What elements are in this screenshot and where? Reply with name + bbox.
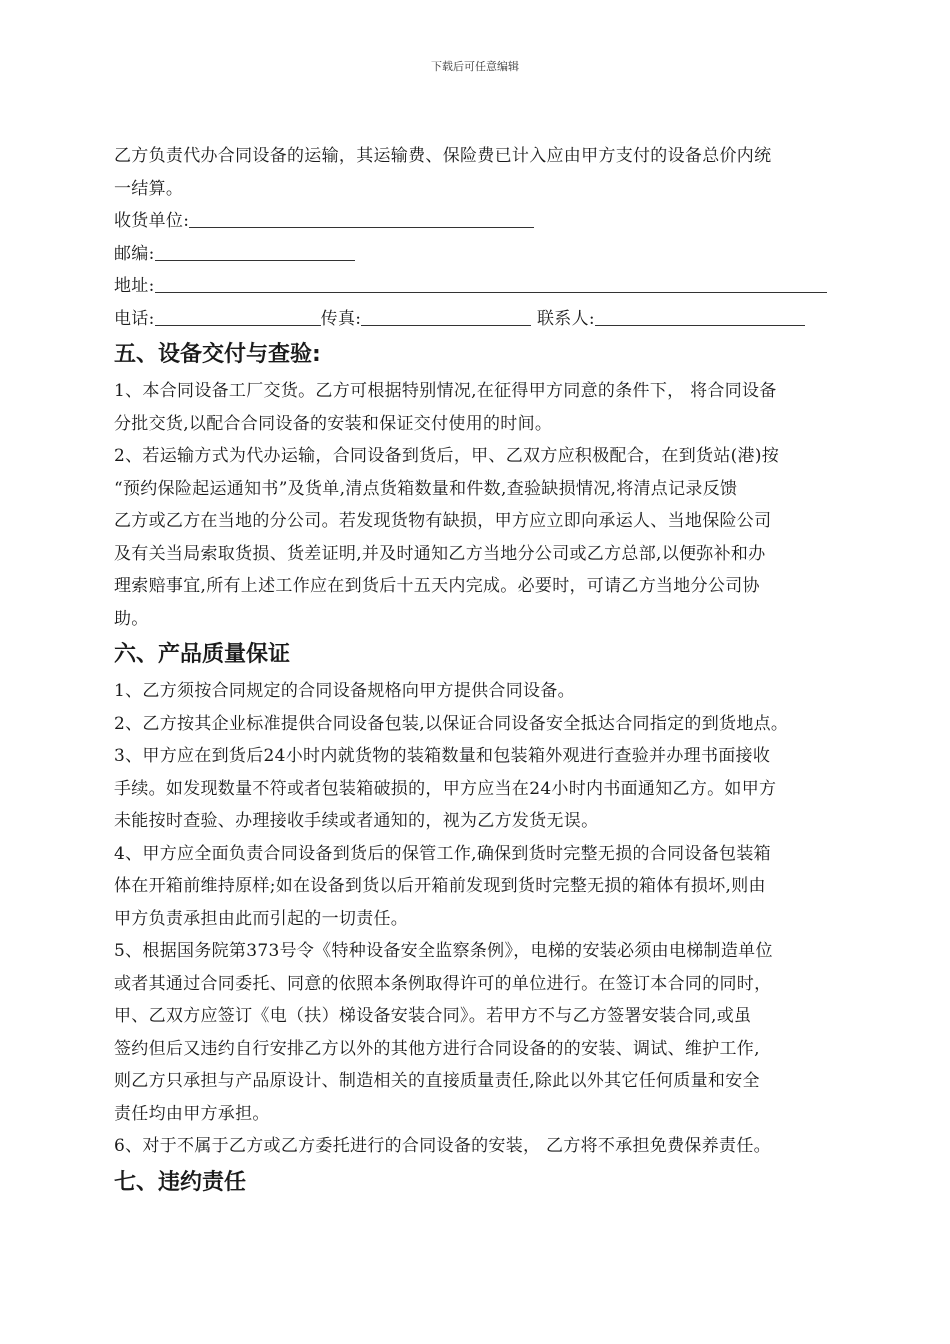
section-6-p5-line-1: 5、根据国务院第373号令《特种设备安全监察条例》，电梯的安装必须由电梯制造单位 xyxy=(114,941,773,961)
fax-blank xyxy=(361,307,531,326)
page-header: 下载后可任意编辑 xyxy=(431,60,519,73)
section-5-title: 五、设备交付与查验: xyxy=(114,342,321,367)
section-7-title: 七、违约责任 xyxy=(114,1169,247,1195)
address-field xyxy=(114,270,854,303)
section-6-p4-line-2: 体在开箱前维持原样;如在设备到货以后开箱前发现到货时完整无损的箱体有损坏,则由 xyxy=(114,876,766,896)
section-6-p4-line-1: 4、甲方应全面负责合同设备到货后的保管工作,确保到货时完整无损的合同设备包装箱 xyxy=(114,843,771,864)
receiver-field xyxy=(114,205,854,238)
section-5-p2-line-1: 2、若运输方式为代办运输，合同设备到货后，甲、乙双方应积极配合，在到货站(港)按 xyxy=(114,446,780,466)
intro-line-1: 乙方负责代办合同设备的运输，其运输费、保险费已计入应由甲方支付的设备总价内统 xyxy=(114,146,772,166)
section-6-p5-line-2: 或者其通过合同委托、同意的依照本条例取得许可的单位进行。在签订本合同的同时， xyxy=(114,973,772,994)
address-blank xyxy=(155,274,827,293)
intro-line-2: 一结算。 xyxy=(114,178,184,199)
contact-label: 联系人: xyxy=(537,308,595,329)
section-5-p2-line-5: 理索赔事宜,所有上述工作应在到货后十五天内完成。必要时，可请乙方当地分公司协 xyxy=(114,576,760,596)
section-6-p3-line-3: 未能按时查验、办理接收手续或者通知的，视为乙方发货无误。 xyxy=(114,811,599,831)
postcode-blank xyxy=(155,242,355,261)
fax-label: 传真: xyxy=(320,308,362,329)
section-6-p4-line-3: 甲方负责承担由此而引起的一切责任。 xyxy=(114,908,409,929)
postcode-label: 邮编: xyxy=(114,243,155,264)
section-6-p3-line-1: 3、甲方应在到货后24小时内就货物的装箱数量和包装箱外观进行查验并办理书面接收 xyxy=(114,746,771,766)
contact-blank xyxy=(595,307,805,326)
section-6-p3-line-2: 手续。如发现数量不符或者包装箱破损的，甲方应当在24小时内书面通知乙方。如甲方 xyxy=(114,778,777,799)
section-6-p5-line-6: 责任均由甲方承担。 xyxy=(114,1103,270,1124)
section-5-p1-line-2: 分批交货,以配合合同设备的安装和保证交付使用的时间。 xyxy=(114,413,553,434)
receiver-label: 收货单位: xyxy=(114,211,190,231)
address-label: 地址: xyxy=(114,276,155,296)
section-5-p2-line-2: “预约保险起运通知书”及货单,清点货箱数量和件数,查验缺损情况,将清点记录反馈 xyxy=(114,478,738,499)
contact-row xyxy=(114,303,854,336)
section-5-p2-line-6: 助。 xyxy=(114,608,149,629)
section-6-p1: 1、乙方须按合同规定的合同设备规格向甲方提供合同设备。 xyxy=(114,681,575,701)
section-6-p5-line-5: 则乙方只承担与产品原设计、制造相关的直接质量责任,除此以外其它任何质量和安全 xyxy=(114,1071,760,1091)
section-6-p2: 2、乙方按其企业标准提供合同设备包装,以保证合同设备安全抵达合同指定的到货地点。 xyxy=(114,713,789,734)
section-5-p1-line-1: 1、本合同设备工厂交货。乙方可根据特别情况,在征得甲方同意的条件下， 将合同设备 xyxy=(114,381,777,401)
section-6-p5-line-3: 甲、乙双方应签订《电（扶）梯设备安装合同》。若甲方不与乙方签署安装合同,或虽 xyxy=(114,1006,752,1026)
phone-label: 电话: xyxy=(114,308,155,329)
section-5-p2-line-3: 乙方或乙方在当地的分公司。若发现货物有缺损，甲方应立即向承运人、当地保险公司 xyxy=(114,511,772,531)
receiver-blank xyxy=(189,209,534,228)
section-6-p6: 6、对于不属于乙方或乙方委托进行的合同设备的安装， 乙方将不承担免费保养责任。 xyxy=(114,1136,771,1156)
section-6-p5-line-4: 签约但后又违约自行安排乙方以外的其他方进行合同设备的的安装、调试、维护工作, xyxy=(114,1038,760,1059)
phone-blank xyxy=(155,307,321,326)
postcode-field xyxy=(114,238,854,271)
section-6-title: 六、产品质量保证 xyxy=(114,642,291,667)
section-5-p2-line-4: 及有关当局索取货损、货差证明,并及时通知乙方当地分公司或乙方总部,以便弥补和办 xyxy=(114,543,766,564)
document-body xyxy=(114,140,854,1203)
